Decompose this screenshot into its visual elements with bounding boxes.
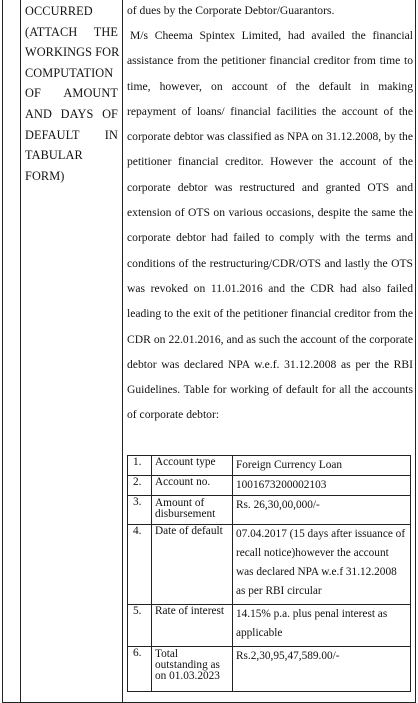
label-line: FORM) <box>25 168 65 183</box>
label-line: DEFAULT IN <box>25 127 118 142</box>
table-row <box>128 456 411 476</box>
row-label: Date of default <box>152 525 233 605</box>
row-label: Rate of interest <box>152 605 233 647</box>
row-value: 14.15% p.a. plus penal interest as applicable <box>233 605 411 647</box>
row-serial: 6. <box>128 647 152 692</box>
row-value: Rs. 26,30,00,000/- <box>233 496 411 525</box>
row-serial: 2. <box>128 476 152 496</box>
table-row <box>128 525 411 605</box>
row-label: Account no. <box>152 476 233 496</box>
left-label-cell <box>25 1 118 186</box>
row-label: Amount of disbursement <box>152 496 233 525</box>
default-working-table <box>127 455 411 692</box>
label-line: OCCURRED <box>25 4 93 18</box>
table-row <box>128 605 411 647</box>
row-serial: 3. <box>128 496 152 525</box>
row-value: Foreign Currency Loan <box>233 456 411 476</box>
body-paragraph: M/s Cheema Spintex Limited, had availed the financial assistance from the petitioner financial creditor from time to time, however, on account of the default in making repayment of loans/ financial facilities the account of the corporate debtor was classified as NPA on 31.12.2008, by the petitioner financial creditor. However the account of the corporate debtor was restructured and granted OTS and extension of OTS on various occasions, despite the same the corporate debtor had failed to comply with the terms and conditions of the restructuring/CDR/OTS and lastly the OTS was revoked on 11.01.2016 and the CDR had also failed leading to the exit of the petitioner financial creditor from the CDR on 22.01.2016, and as such the account of the corporate debtor was declared NPA w.e.f. 31.12.2008 as per the RBI Guidelines. Table for working of default for all the accounts of corporate debtor: <box>127 29 413 422</box>
row-serial: 4. <box>128 525 152 605</box>
label-line: (ATTACH THE <box>25 24 118 39</box>
row-serial: 1. <box>128 456 152 476</box>
row-label: Total outstanding as on 01.03.2023 <box>152 647 233 692</box>
table-row <box>128 476 411 496</box>
table-row <box>128 647 411 692</box>
row-value: 1001673200002103 <box>233 476 411 496</box>
body-first-line: of dues by the Corporate Debtor/Guarantors. <box>127 4 335 17</box>
row-label: Account type <box>152 456 233 476</box>
row-serial: 5. <box>128 605 152 647</box>
serial-column <box>2 0 21 703</box>
label-line: WORKINGS FOR <box>25 45 120 60</box>
row-value: 07.04.2017 (15 days after issuance of recall notice)however the account was declared NPA w.e.f 31.12.2008 as per RBI circular <box>233 525 411 605</box>
label-line: TABULAR <box>25 148 83 163</box>
label-line: COMPUTATION <box>25 65 114 80</box>
label-line: OF AMOUNT <box>25 86 118 101</box>
label-line: AND DAYS OF <box>25 106 118 121</box>
row-value: Rs.2,30,95,47,589.00/- <box>233 647 411 692</box>
table-row <box>128 496 411 525</box>
body-text-cell <box>127 0 413 428</box>
